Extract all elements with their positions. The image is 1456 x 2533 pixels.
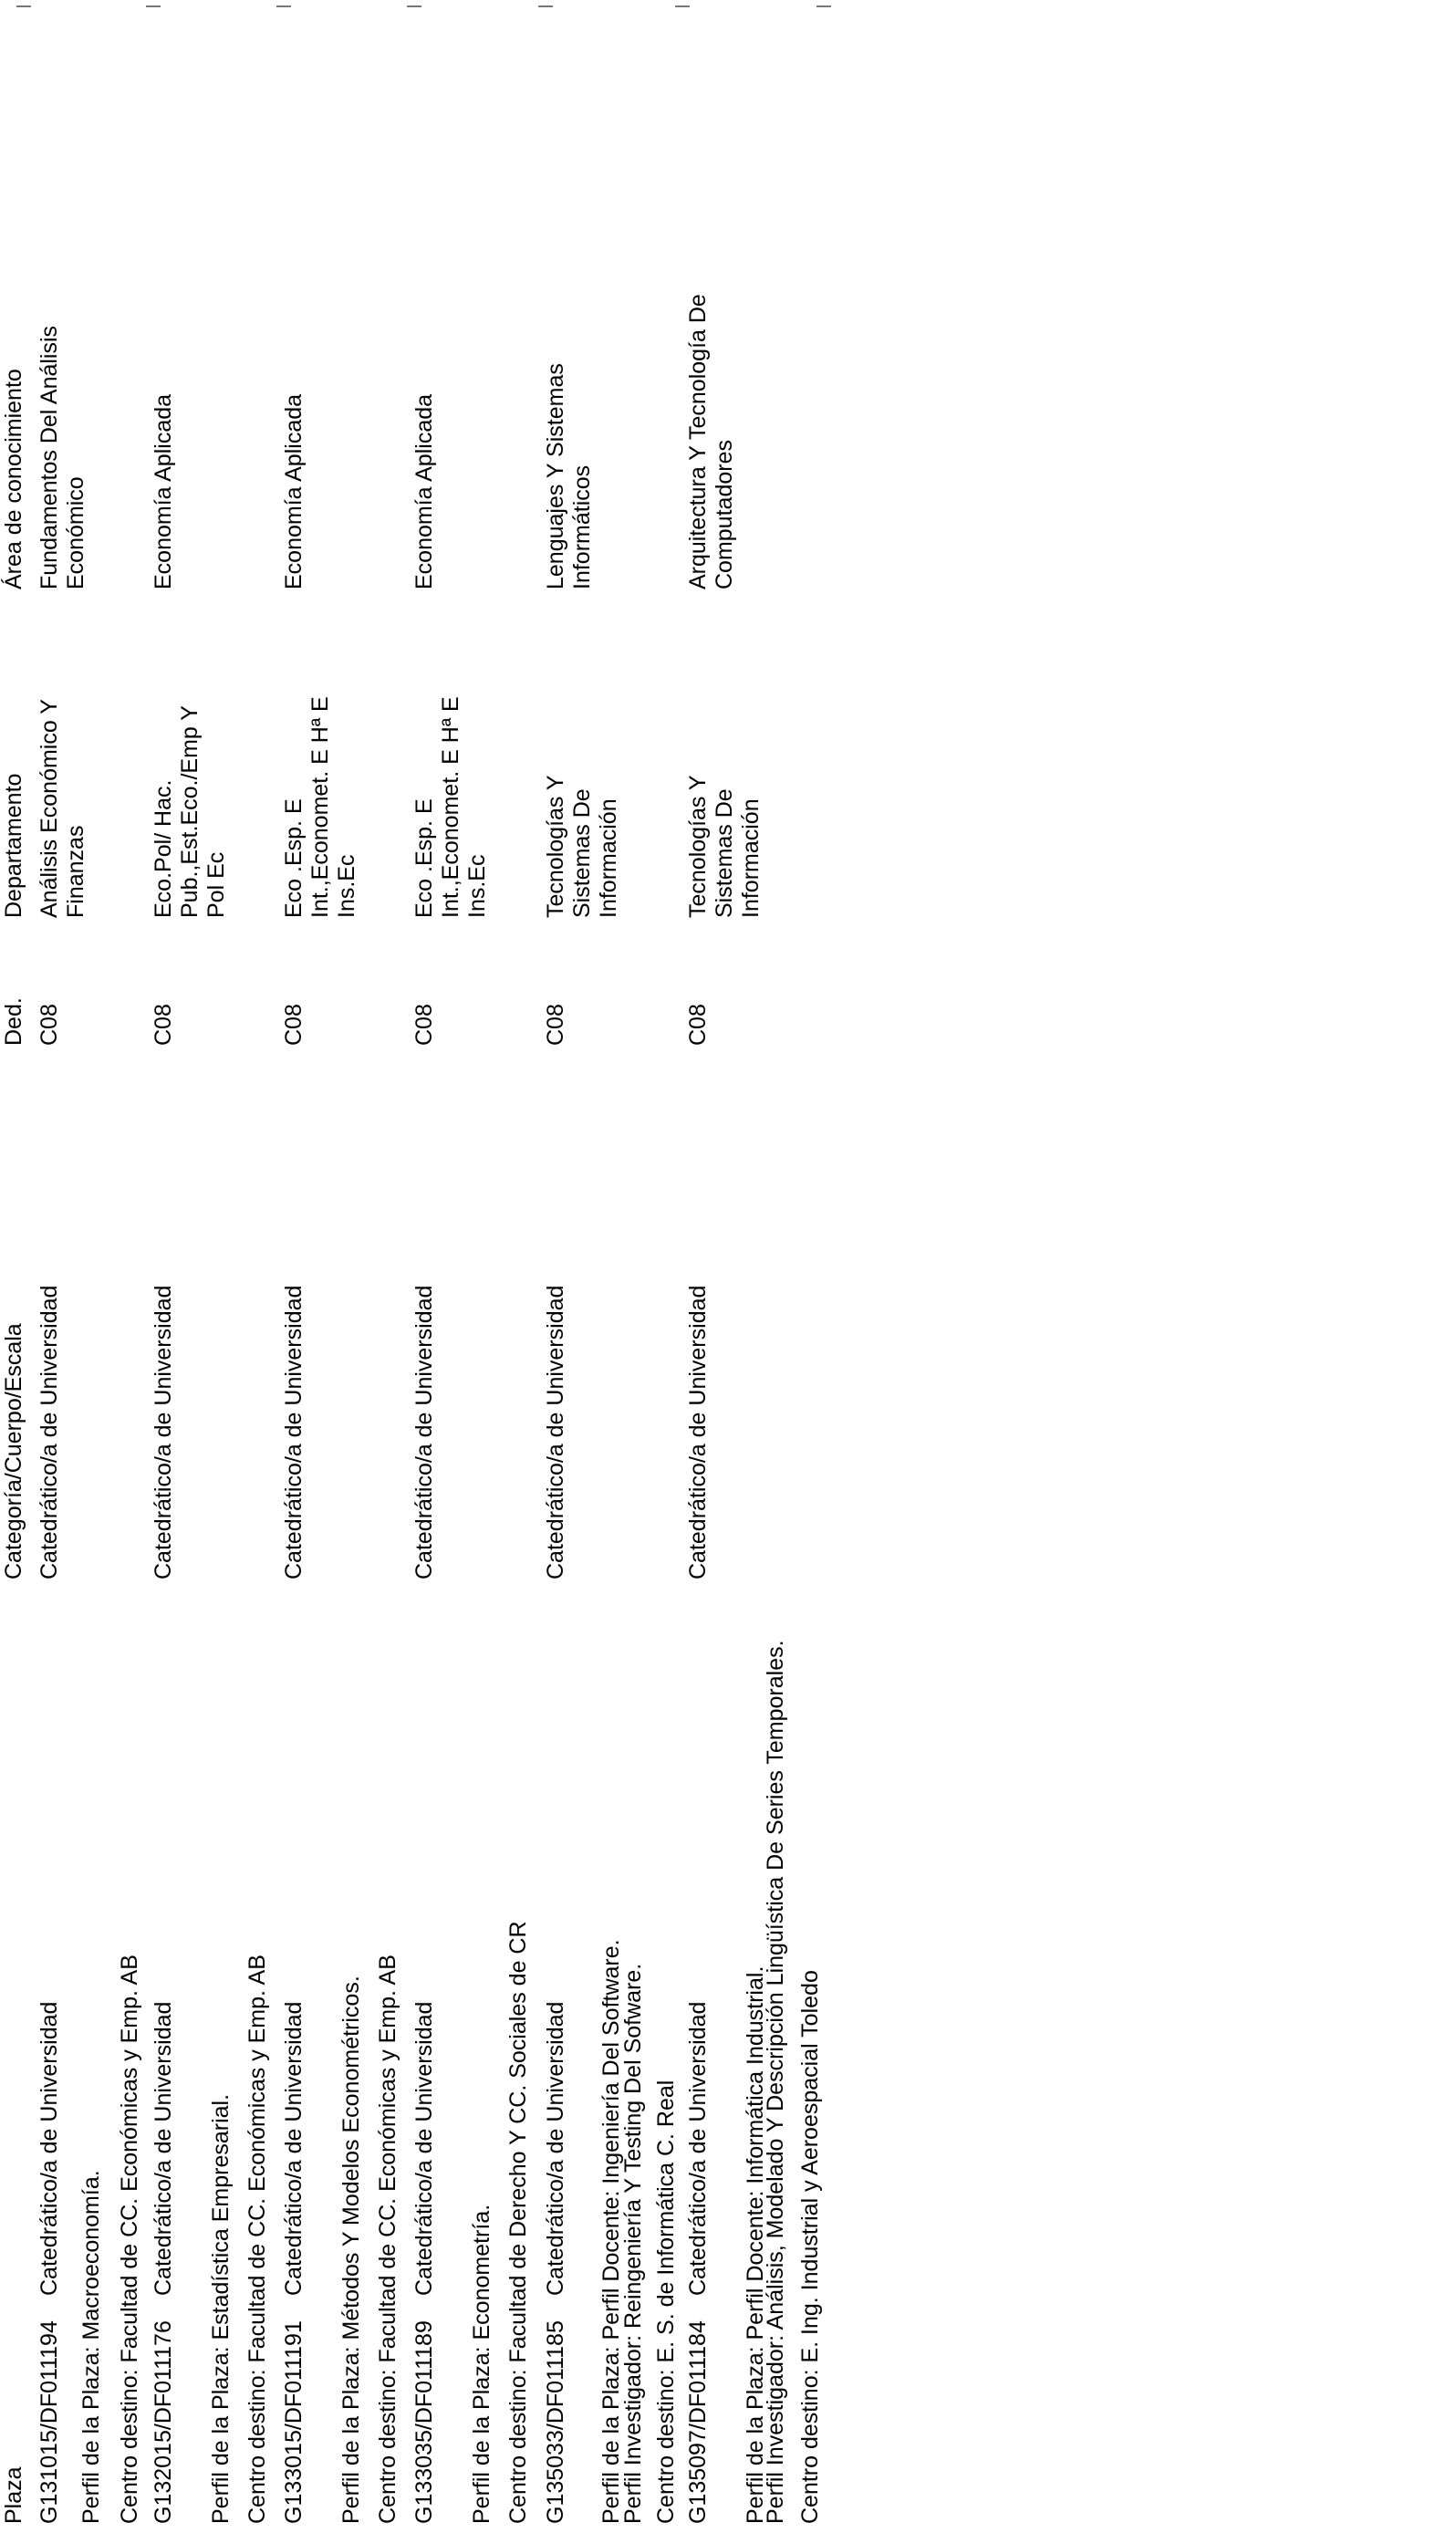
row-separator — [538, 5, 553, 7]
area-line: Lenguajes Y Sistemas — [543, 363, 568, 589]
departamento — [685, 775, 764, 918]
table-row — [685, 0, 822, 2533]
departamento-line: Tecnologías Y — [543, 775, 568, 918]
dedicacion: C08 — [685, 1004, 711, 1046]
row-separator — [407, 5, 421, 7]
row-separator — [675, 5, 690, 7]
departamento-line: Eco.Pol/ Hac. — [151, 779, 176, 918]
departamento — [36, 699, 89, 918]
perfil-plaza: Perfil de la Plaza: Macroeconomía. — [78, 2170, 104, 2524]
perfil-plaza: Perfil de la Plaza: Econometría. — [469, 2204, 494, 2524]
centro-destino: Centro destino: Facultad de CC. Económicas y Emp. AB — [244, 1954, 270, 2524]
area — [281, 394, 307, 589]
departamento-line: Sistemas De — [712, 788, 737, 918]
categoria: Catedrático/a de Universidad — [281, 1285, 307, 1579]
perfil-plaza: Perfil de la Plaza: Perfil Docente: Ingeniería Del Software. — [598, 1939, 624, 2524]
area-line: Fundamentos Del Análisis — [36, 325, 62, 589]
area-line: Economía Aplicada — [281, 393, 307, 589]
categoria: Catedrático/a de Universidad — [685, 1285, 711, 1579]
area — [36, 326, 89, 589]
categoria-short: Catedrático/a de Universidad — [543, 2001, 568, 2296]
departamento-line: Información — [596, 798, 621, 918]
area-line: Económico — [63, 476, 88, 589]
perfil-plaza: Perfil de la Plaza: Estadística Empresarial. — [208, 2093, 234, 2524]
table-row — [411, 0, 539, 2533]
departamento-line: Información — [738, 798, 764, 918]
dedicacion: C08 — [151, 1004, 176, 1046]
row-separator — [816, 5, 831, 7]
centro-destino: Centro destino: Facultad de Derecho Y CC. Sociales de CR — [505, 1921, 531, 2524]
area — [151, 394, 177, 589]
perfil-investigador: Perfil Investigador: Análisis, Modelado Y Descripción Lingüística De Series Temporales. — [763, 1640, 788, 2524]
departamento-line: Int.,Economet. E Hª E — [307, 696, 333, 918]
header-categoria: Categoría/Cuerpo/Escala — [1, 1323, 26, 1579]
centro-destino: Centro destino: Facultad de CC. Económicas y Emp. AB — [117, 1954, 142, 2524]
area — [543, 363, 596, 589]
perfil-investigador: Perfil Investigador: Reingeniería Y Testing Del Sofware. — [620, 1963, 646, 2524]
departamento-line: Ins.Ec — [334, 854, 359, 918]
row-separator — [16, 5, 31, 7]
header-area: Área de conocimiento — [1, 369, 26, 589]
perfil-plaza: Perfil de la Plaza: Perfil Docente: Informática Industrial. — [743, 1965, 768, 2524]
dedicacion: C08 — [281, 1004, 307, 1046]
plaza-code: G135097/DF011184 — [685, 2320, 711, 2524]
header-ded: Ded. — [1, 997, 26, 1046]
header-plaza: Plaza — [1, 2466, 26, 2524]
departamento — [281, 696, 360, 918]
area — [685, 294, 738, 589]
departamento — [151, 705, 230, 918]
plaza-code: G131015/DF011194 — [36, 2320, 62, 2524]
perfil-plaza: Perfil de la Plaza: Métodos Y Modelos Econométricos. — [338, 1975, 364, 2524]
departamento-line: Tecnologías Y — [685, 775, 711, 918]
dedicacion: C08 — [543, 1004, 568, 1046]
centro-destino: Centro destino: E. S. de Informática C. Real — [653, 2080, 679, 2524]
departamento-line: Finanzas — [63, 825, 88, 918]
categoria: Catedrático/a de Universidad — [151, 1285, 176, 1579]
plaza-code: G133015/DF011191 — [281, 2320, 307, 2524]
departamento-line: Pol Ec — [203, 851, 229, 918]
categoria: Catedrático/a de Universidad — [411, 1285, 437, 1579]
plaza-code: G133035/DF011189 — [411, 2320, 437, 2524]
area-line: Computadores — [712, 440, 737, 589]
row-separator — [276, 5, 291, 7]
area-line: Economía Aplicada — [411, 393, 437, 589]
categoria-short: Catedrático/a de Universidad — [36, 2001, 62, 2296]
table-row — [543, 0, 702, 2533]
plaza-code: G132015/DF011176 — [151, 2320, 176, 2524]
categoria-short: Catedrático/a de Universidad — [685, 2001, 711, 2296]
centro-destino: Centro destino: Facultad de CC. Económicas y Emp. AB — [375, 1954, 400, 2524]
plaza-code: G135033/DF011185 — [543, 2320, 568, 2524]
area-line: Economía Aplicada — [151, 393, 176, 589]
centro-destino: Centro destino: E. Ing. Industrial y Aeroespacial Toledo — [797, 1970, 823, 2524]
departamento-line: Int.,Economet. E Hª E — [438, 696, 463, 918]
departamento-line: Análisis Económico Y — [36, 699, 62, 918]
departamento — [543, 775, 622, 918]
departamento-line: Pub.,Est.Eco./Emp Y — [177, 705, 203, 918]
area-line: Informáticos — [569, 464, 595, 589]
categoria-short: Catedrático/a de Universidad — [411, 2001, 437, 2296]
area-line: Arquitectura Y Tecnología De — [685, 294, 711, 589]
departamento-line: Eco .Esp. E — [411, 798, 437, 918]
dedicacion: C08 — [36, 1004, 62, 1046]
header-departamento: Departamento — [1, 773, 26, 918]
row-separator — [146, 5, 161, 7]
categoria-short: Catedrático/a de Universidad — [281, 2001, 307, 2296]
categoria-short: Catedrático/a de Universidad — [151, 2001, 176, 2296]
dedicacion: C08 — [411, 1004, 437, 1046]
table-row — [151, 0, 278, 2533]
table-row — [281, 0, 409, 2533]
categoria: Catedrático/a de Universidad — [36, 1285, 62, 1579]
departamento-line: Ins.Ec — [464, 854, 490, 918]
departamento-line: Sistemas De — [569, 788, 595, 918]
departamento-line: Eco .Esp. E — [281, 798, 307, 918]
categoria: Catedrático/a de Universidad — [543, 1285, 568, 1579]
departamento — [411, 696, 491, 918]
area — [411, 394, 438, 589]
